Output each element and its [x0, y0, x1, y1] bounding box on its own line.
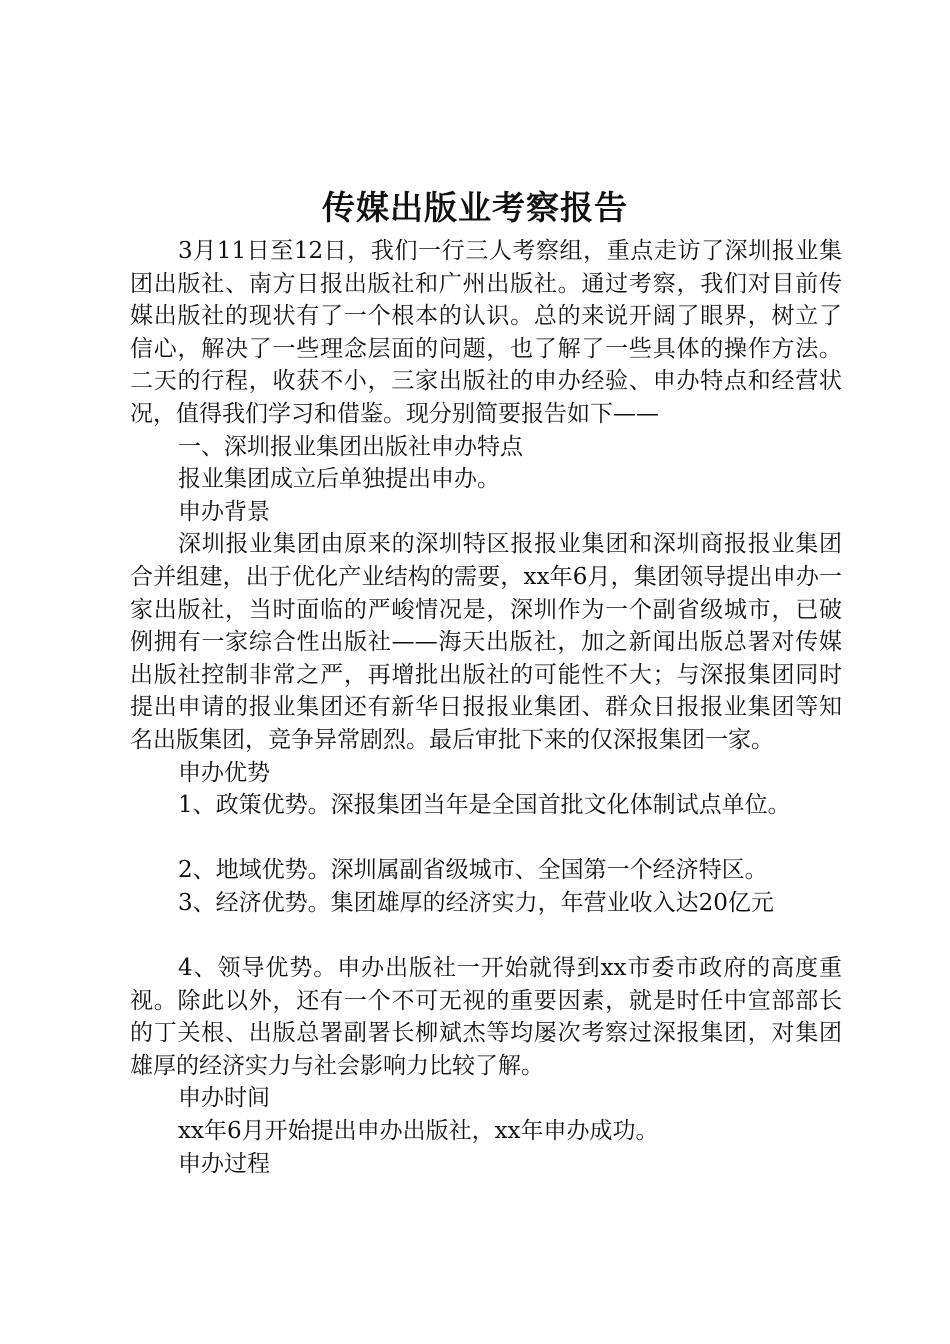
paragraph-intro: 3月11日至12日，我们一行三人考察组，重点走访了深圳报业集团出版社、南方日报出版社和广州出版社。通过考察，我们对目前传媒出版社的现状有了一个根本的认识。总的来说开阔了眼界，树立了信心，解决了一些理念层面的问题，也了解了一些具体的操作方法。二天的行程，收获不小，三家出版社的申办经验、申办特点和经营状况，值得我们学习和借鉴。现分别简要报告如下——	[130, 238, 842, 427]
list-item: 2、地域优势。深圳属副省级城市、全国第一个经济特区。	[178, 857, 768, 884]
subheading: 申办时间	[178, 1085, 270, 1112]
subheading: 申办优势	[178, 759, 270, 786]
paragraph: 深圳报业集团由原来的深圳特区报报业集团和深圳商报报业集团合并组建，出于优化产业结构的需要，xx年6月，集团领导提出申办一家出版社，当时面临的严峻情况是，深圳作为一个副省级城市，已破例拥有一家综合性出版社——海天出版社，加之新闻出版总署对传媒出版社控制非常之严，再增批出版社的可能性不大；与深报集团同时提出申请的报业集团还有新华日报报业集团、群众日报报业集团等知名出版集团，竞争异常剧烈。最后审批下来的仅深报集团一家。	[130, 531, 842, 753]
list-item: 3、经济优势。集团雄厚的经济实力，年营业收入达20亿元	[178, 889, 774, 916]
subheading: 申办背景	[178, 498, 270, 525]
paragraph: xx年6月开始提出申办出版社，xx年申办成功。	[178, 1118, 659, 1145]
list-item: 4、领导优势。申办出版社一开始就得到xx市委市政府的高度重视。除此以外，还有一个不可无视的重要因素，就是时任中宣部部长的丁关根、出版总署副署长柳斌杰等均屡次考察过深报集团，对集团雄厚的经济实力与社会影响力比较了解。	[130, 955, 842, 1079]
subheading: 申办过程	[178, 1150, 270, 1177]
paragraph: 报业集团成立后单独提出申办。	[178, 466, 500, 493]
list-item: 1、政策优势。深报集团当年是全国首批文化体制试点单位。	[178, 792, 791, 819]
document-body	[130, 235, 842, 1180]
document-title: 传媒出版业考察报告	[322, 188, 628, 227]
section-heading: 一、深圳报业集团出版社申办特点	[178, 433, 523, 460]
